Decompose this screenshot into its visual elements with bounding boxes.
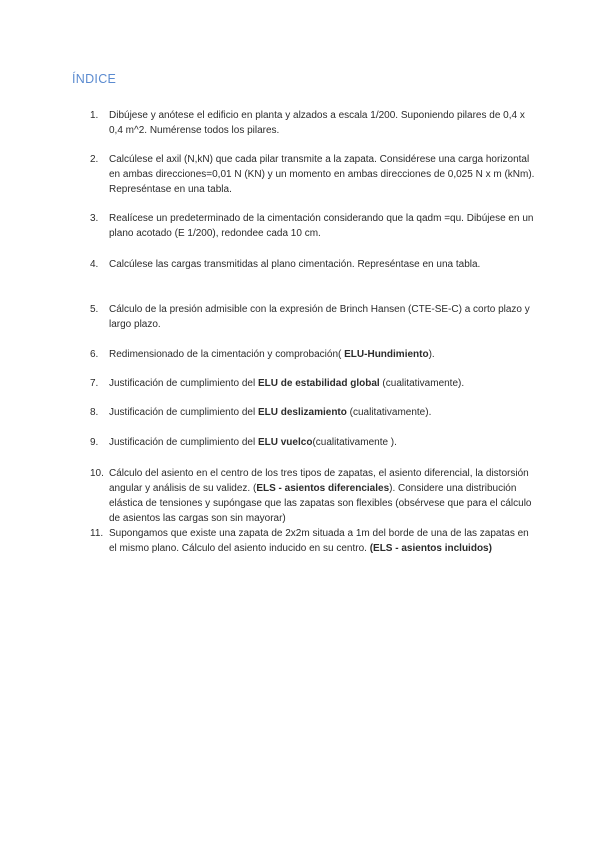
list-item-10 bbox=[90, 466, 535, 526]
list-item-1 bbox=[90, 108, 535, 138]
item-text bbox=[109, 376, 535, 391]
item-text bbox=[109, 302, 535, 332]
item-text-part: Justificación de cumplimiento del bbox=[109, 437, 258, 448]
item-text-part: Supongamos que existe una zapata de 2x2m situada a 1m del borde de una de las zapatas en el mismo plano. Cálculo del asiento inducido en su centro. bbox=[109, 528, 529, 554]
item-text bbox=[109, 526, 535, 556]
item-number: 3. bbox=[90, 213, 99, 224]
item-text-bold: ELU-Hundimiento bbox=[344, 349, 429, 360]
list-item-9 bbox=[90, 435, 535, 450]
item-number: 1. bbox=[90, 110, 99, 121]
list-item-3 bbox=[90, 211, 535, 241]
item-number: 8. bbox=[90, 407, 99, 418]
item-text-part: Calcúlese las cargas transmitidas al plano cimentación. Represéntase en una tabla. bbox=[109, 259, 481, 270]
item-number: 2. bbox=[90, 154, 99, 165]
item-text-part: (cualitativamente). bbox=[379, 378, 465, 389]
item-text-part: ). Considere una distribución elástica de tensiones y supóngase que las zapatas son flexibles (obsérvese que para el cálculo de asientos las cargas son sin mayorar) bbox=[109, 483, 532, 524]
item-text bbox=[109, 108, 535, 138]
item-text-bold: ELU vuelco bbox=[257, 437, 313, 448]
item-text-part: Justificación de cumplimiento del bbox=[109, 407, 258, 418]
list-item-2 bbox=[90, 152, 535, 197]
list-item-11 bbox=[90, 526, 535, 556]
item-text-part: Realícese un predeterminado de la cimentación considerando que la qadm =qu. Dibújese en un plano acotado (E 1/200), redondee cada 10 cm. bbox=[109, 213, 534, 239]
item-text-part: ). bbox=[428, 349, 435, 360]
item-text-bold: ELS - asientos diferenciales bbox=[256, 483, 390, 494]
item-number: 11. bbox=[90, 528, 104, 539]
item-text-bold: (ELS - asientos incluidos) bbox=[369, 543, 492, 554]
item-number: 6. bbox=[90, 349, 99, 360]
item-number: 4. bbox=[90, 259, 99, 270]
item-text-part: (cualitativamente ). bbox=[312, 437, 397, 448]
item-text-part: Redimensionado de la cimentación y comprobación( bbox=[109, 349, 345, 360]
list-item-6 bbox=[90, 347, 535, 362]
list-item-4 bbox=[90, 257, 535, 272]
item-text-part: Justificación de cumplimiento del bbox=[109, 378, 258, 389]
item-text bbox=[109, 466, 535, 526]
item-text-part: (cualitativamente). bbox=[346, 407, 432, 418]
item-number: 7. bbox=[90, 378, 99, 389]
item-text-part: Dibújese y anótese el edificio en planta y alzados a escala 1/200. Suponiendo pilares de 0,4 x 0,4 m^2. Numérense todos los pilares. bbox=[109, 110, 525, 136]
item-number: 10. bbox=[90, 468, 104, 479]
item-text-part: Cálculo del asiento en el centro de los tres tipos de zapatas, el asiento diferencial, la distorsión angular y análisis de su validez. ( bbox=[109, 468, 529, 494]
item-text bbox=[109, 405, 535, 420]
page-title: ÍNDICE bbox=[72, 72, 117, 86]
item-text-bold: ELU deslizamiento bbox=[257, 407, 347, 418]
item-text bbox=[109, 211, 535, 241]
item-text-part: Cálculo de la presión admisible con la expresión de Brinch Hansen (CTE-SE-C) a corto plazo y largo plazo. bbox=[109, 304, 530, 330]
item-text bbox=[109, 347, 535, 362]
item-text bbox=[109, 257, 535, 272]
list-item-5 bbox=[90, 302, 535, 332]
item-number: 5. bbox=[90, 304, 99, 315]
list-item-8 bbox=[90, 405, 535, 420]
item-text bbox=[109, 435, 535, 450]
list-item-7 bbox=[90, 376, 535, 391]
item-text bbox=[109, 152, 535, 197]
item-number: 9. bbox=[90, 437, 99, 448]
item-text-part: Calcúlese el axil (N,kN) que cada pilar transmite a la zapata. Considérese una carga horizontal en ambas direcciones=0,01 N (KN) y un momento en ambas direcciones de 0,025 N x m (kNm). Represéntase en una tabla. bbox=[109, 154, 535, 195]
item-text-bold: ELU de estabilidad global bbox=[257, 378, 380, 389]
